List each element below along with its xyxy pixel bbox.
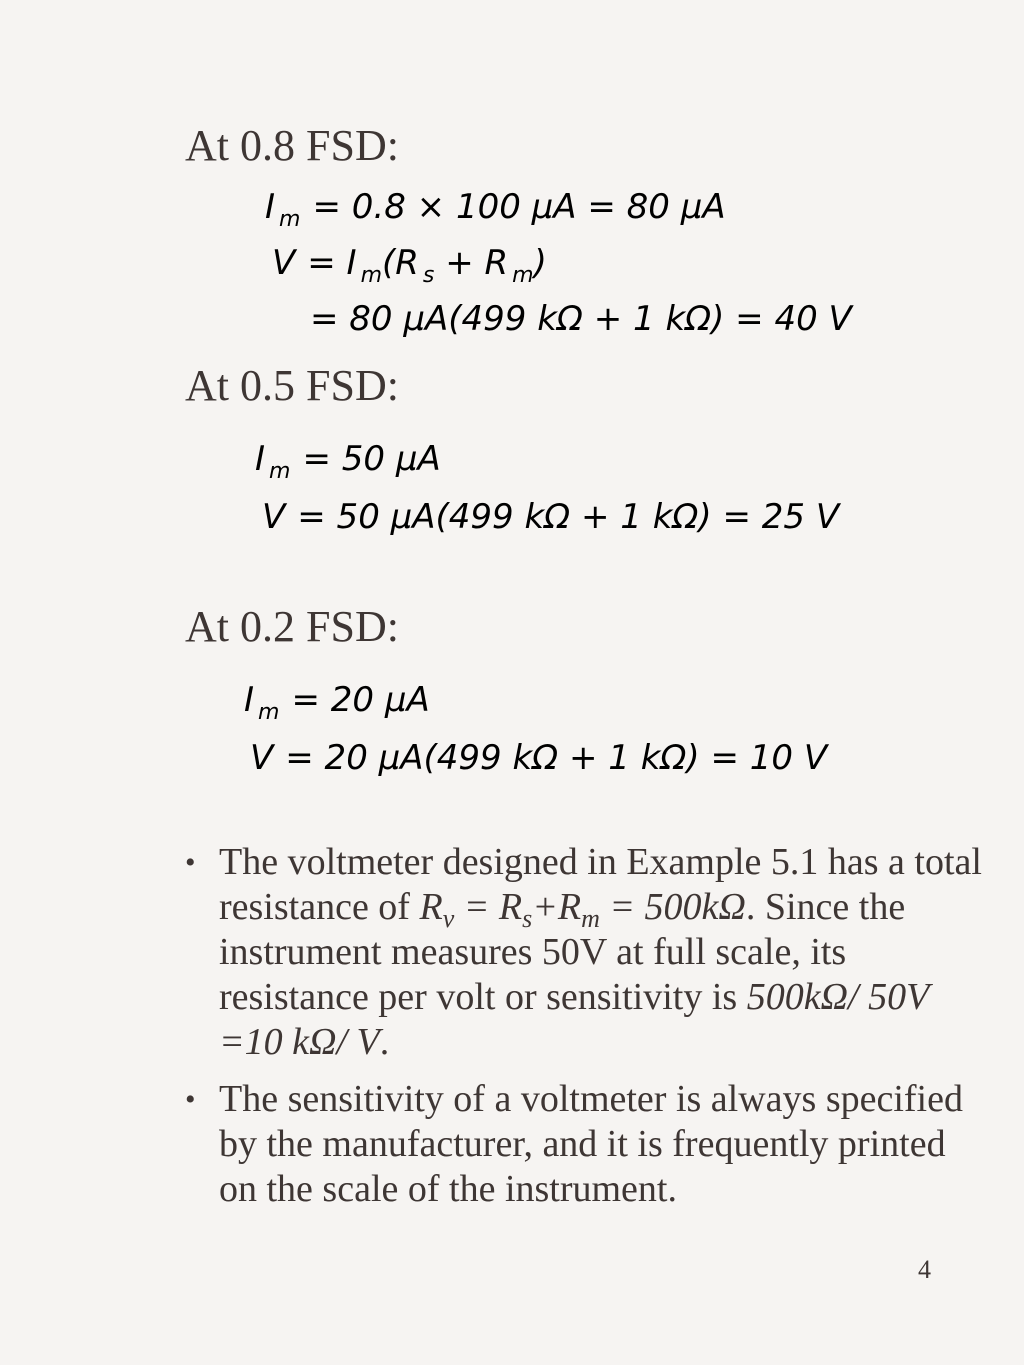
eq-lhs: I — [244, 680, 255, 720]
eq-paren-open: (R — [382, 243, 419, 283]
eq-sub: m — [279, 207, 301, 232]
eq-lhs: I — [265, 187, 276, 227]
eq-sub-m: m — [512, 263, 534, 288]
eq-sub: m — [269, 459, 291, 484]
eq-lhs: V — [272, 243, 296, 283]
bullet-text-a: The voltmeter designed in Example 5.1 has a total resistance of — [219, 841, 982, 928]
sensitivity-formula: 500kΩ/ 50V =10 kΩ/ V — [219, 976, 929, 1063]
eq-sub-s: s — [422, 263, 435, 288]
equation-v-result-0-2 — [250, 738, 828, 778]
eq-lhs: V — [250, 738, 274, 778]
rv-symbol: $R_v = R_s+R_m = 500k\Omega$ — [419, 886, 746, 933]
eq-lhs: V — [262, 497, 286, 537]
equation-im-0-8 — [265, 187, 726, 232]
equation-v-formula — [272, 243, 547, 288]
eq-rhs: = 50 μA — [302, 439, 441, 479]
list-item — [185, 1077, 985, 1212]
eq-sub: m — [258, 700, 280, 725]
eq-rhs: = 20 μA — [291, 680, 430, 720]
eq-plus: + R — [434, 243, 509, 283]
eq-rhs: = 80 μA(499 kΩ + 1 kΩ) = 40 V — [310, 299, 852, 339]
eq-rhs: = I — [307, 243, 357, 283]
eq-paren-close: ) — [533, 243, 547, 283]
bullet-period: . — [379, 1021, 390, 1063]
eq-rhs: = 0.8 × 100 μA = 80 μA — [312, 187, 726, 227]
equation-v-result-0-8 — [310, 299, 852, 339]
eq-rhs: = 20 μA(499 kΩ + 1 kΩ) = 10 V — [285, 738, 828, 778]
bullet-dot: • — [185, 846, 196, 879]
equation-v-result-0-5 — [262, 497, 840, 537]
list-item — [185, 840, 985, 1065]
equation-im-0-5 — [255, 439, 441, 484]
eq-lhs: I — [255, 439, 266, 479]
eq-rhs: = 50 μA(499 kΩ + 1 kΩ) = 25 V — [297, 497, 840, 537]
bullet-text: The sensitivity of a voltmeter is always specified by the manufacturer, and it is frequently printed on the scale of the instrument. — [219, 1078, 963, 1210]
heading-0-5-fsd: At 0.5 FSD: — [185, 361, 399, 410]
heading-0-2-fsd: At 0.2 FSD: — [185, 602, 399, 651]
page-number: 4 — [918, 1255, 931, 1284]
heading-0-8-fsd: At 0.8 FSD: — [185, 121, 399, 170]
bullet-list — [185, 840, 985, 1224]
bullet-dot: • — [185, 1083, 196, 1116]
equation-im-0-2 — [244, 680, 430, 725]
bullet-text-b: . Since the instrument measures 50V at full scale, its resistance per volt or sensitivity is — [219, 886, 906, 1018]
eq-sub: m — [360, 263, 383, 288]
